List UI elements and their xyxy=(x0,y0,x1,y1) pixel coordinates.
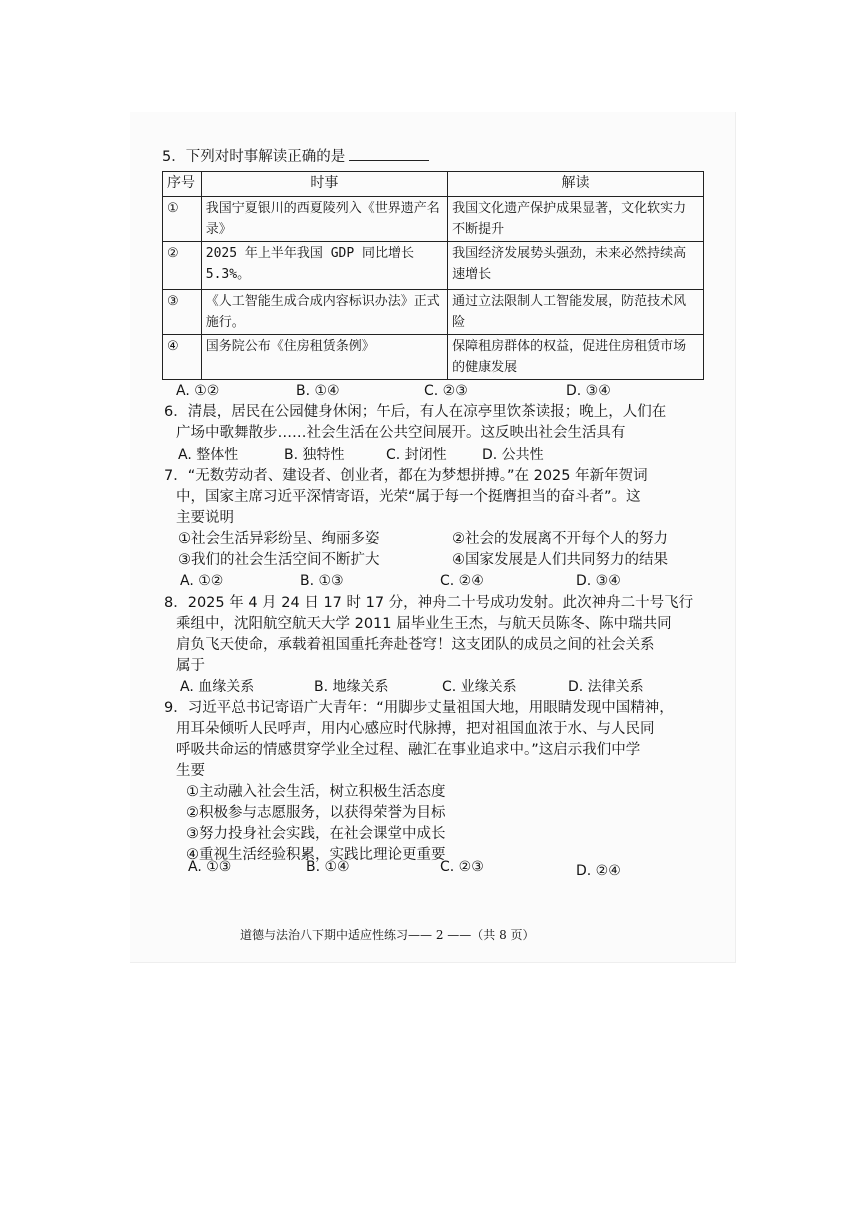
option-b: B. 地缘关系 xyxy=(314,679,389,695)
option-c: C. 业缘关系 xyxy=(442,679,517,695)
option-b: B. ①③ xyxy=(300,573,344,589)
row-no: ① xyxy=(163,197,202,242)
option-a: A. ①③ xyxy=(188,859,232,875)
table-header-row xyxy=(163,172,704,197)
answer-blank xyxy=(349,146,429,161)
q9-statement-1: ①主动融入社会生活，树立积极生活态度 xyxy=(186,784,446,800)
option-b: B. ①④ xyxy=(306,859,350,875)
q7-statement-1: ①社会生活异彩纷呈、绚丽多姿 xyxy=(178,531,380,547)
header-interpretation: 解读 xyxy=(448,172,704,197)
option-d: D. ③④ xyxy=(566,383,611,399)
page-footer: 道德与法治八下期中适应性练习—— 2 ——（共 8 页） xyxy=(240,928,535,942)
table-row xyxy=(163,197,704,242)
q7-statement-3: ③我们的社会生活空间不断扩大 xyxy=(178,552,380,568)
row-interp: 通过立法限制人工智能发展，防范技术风险 xyxy=(448,290,704,335)
q6-line-2: 广场中歌舞散步……社会生活在公共空间展开。这反映出社会生活具有 xyxy=(176,425,626,441)
q5-stem xyxy=(162,146,429,168)
row-no: ② xyxy=(163,242,202,290)
q5-stem-text: 5．下列对时事解读正确的是 xyxy=(162,149,346,165)
q7-line-2: 中，国家主席习近平深情寄语，光荣“属于每一个挺膺担当的奋斗者”。这 xyxy=(176,489,641,505)
q9-options xyxy=(188,857,668,877)
option-b: B. ①④ xyxy=(296,383,340,399)
option-a: A. ①② xyxy=(176,383,220,399)
q9-statement-4: ④重视生活经验积累，实践比理论更重要 xyxy=(186,847,446,863)
q7-statement-4: ④国家发展是人们共同努力的结果 xyxy=(452,552,668,568)
table-row xyxy=(163,290,704,335)
q9-statement-2: ②积极参与志愿服务，以获得荣誉为目标 xyxy=(186,805,446,821)
q8-line-1: 8．2025 年 4 月 24 日 17 时 17 分，神舟二十号成功发射。此次神舟二十号飞行 xyxy=(164,595,694,611)
q8-options xyxy=(180,677,660,697)
option-d: D. ②④ xyxy=(576,863,621,879)
row-interp: 我国经济发展势头强劲，未来必然持续高速增长 xyxy=(448,242,704,290)
q6-line-1: 6．清晨，居民在公园健身休闲；午后，有人在凉亭里饮茶读报；晚上，人们在 xyxy=(164,404,667,420)
option-c: C. ②③ xyxy=(424,383,468,399)
row-event: 我国宁夏银川的西夏陵列入《世界遗产名录》 xyxy=(201,197,447,242)
q9-line-2: 用耳朵倾听人民呼声，用内心感应时代脉搏，把对祖国血浓于水、与人民同 xyxy=(176,721,655,737)
option-b: B. 独特性 xyxy=(284,447,345,463)
table-row xyxy=(163,242,704,290)
option-d: D. ③④ xyxy=(576,573,621,589)
row-interp: 保障租房群体的权益，促进住房租赁市场的健康发展 xyxy=(448,335,704,380)
q9-line-1: 9．习近平总书记寄语广大青年：“用脚步丈量祖国大地，用眼睛发现中国精神， xyxy=(164,700,674,716)
q9-statement-3: ③努力投身社会实践，在社会课堂中成长 xyxy=(186,826,446,842)
q8-line-4: 属于 xyxy=(176,658,205,674)
option-c: C. 封闭性 xyxy=(386,447,447,463)
q6-options xyxy=(178,445,578,465)
option-d: D. 法律关系 xyxy=(568,679,644,695)
option-a: A. ①② xyxy=(180,573,224,589)
option-c: C. ②③ xyxy=(440,859,484,875)
q7-line-1: 7．“无数劳动者、建设者、创业者，都在为梦想拼搏。”在 2025 年新年贺词 xyxy=(164,468,648,484)
header-no: 序号 xyxy=(163,172,202,197)
row-no: ④ xyxy=(163,335,202,380)
option-a: A. 血缘关系 xyxy=(180,679,255,695)
option-d: D. 公共性 xyxy=(482,447,544,463)
row-interp: 我国文化遗产保护成果显著，文化软实力不断提升 xyxy=(448,197,704,242)
q5-events-table xyxy=(162,171,704,380)
row-event: 2025 年上半年我国 GDP 同比增长 5.3%。 xyxy=(201,242,447,290)
header-event: 时事 xyxy=(201,172,447,197)
q9-line-4: 生要 xyxy=(176,763,205,779)
q8-line-3: 肩负飞天使命，承载着祖国重托奔赴苍穹！这支团队的成员之间的社会关系 xyxy=(176,637,655,653)
row-no: ③ xyxy=(163,290,202,335)
table-row xyxy=(163,335,704,380)
q7-line-3: 主要说明 xyxy=(176,510,234,526)
q9-line-3: 呼吸共命运的情感贯穿学业全过程、融汇在事业追求中。”这启示我们中学 xyxy=(176,742,641,758)
option-c: C. ②④ xyxy=(440,573,484,589)
q7-statement-2: ②社会的发展离不开每个人的努力 xyxy=(452,531,668,547)
q8-line-2: 乘组中，沈阳航空航天大学 2011 届毕业生王杰，与航天员陈冬、陈中瑞共同 xyxy=(176,616,672,632)
row-event: 国务院公布《住房租赁条例》 xyxy=(201,335,447,380)
q7-options xyxy=(180,571,660,591)
q5-options xyxy=(176,381,676,401)
option-a: A. 整体性 xyxy=(178,447,239,463)
row-event: 《人工智能生成合成内容标识办法》正式施行。 xyxy=(201,290,447,335)
